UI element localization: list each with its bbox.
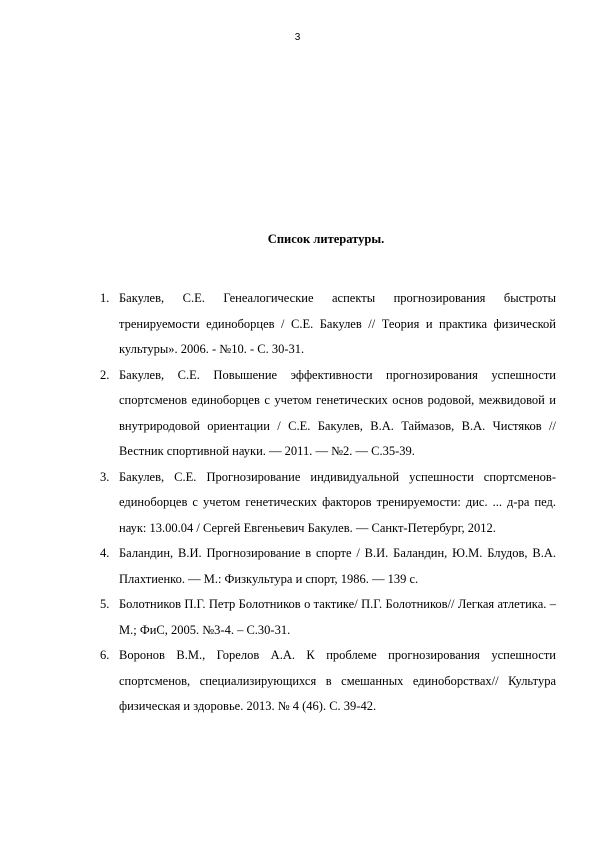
page-title: Список литературы.: [267, 232, 385, 246]
page-number: 3: [294, 32, 301, 43]
reference-item: [96, 286, 556, 363]
reference-item: [96, 363, 556, 465]
reference-item: [96, 541, 556, 592]
reference-text: Болотников П.Г. Петр Болотников о тактике/ П.Г. Болотников// Легкая атлетика. – М.; ФиС, 2005. №3-4. – С.30-31.: [119, 597, 556, 637]
reference-number: 4.: [100, 546, 110, 560]
reference-number: 6.: [100, 648, 110, 662]
reference-list: [96, 286, 556, 720]
reference-item: [96, 592, 556, 643]
reference-text: Бакулев, С.Е. Повышение эффективности прогнозирования успешности спортсменов единоборцев с учетом генетических основ родовой, межвидовой и внутриродовой ориентации / С.Е. Бакулев, В.А. Таймазов, В.А. Чистяков // Вестник спортивной науки. — 2011. — №2. — С.35-39.: [119, 367, 556, 458]
reference-number: 5.: [100, 597, 110, 611]
reference-number: 3.: [100, 469, 110, 484]
reference-text: Баландин, В.И. Прогнозирование в спорте / В.И. Баландин, Ю.М. Блудов, В.А. Плахтиенко. — М.: Физкультура и спорт, 1986. — 139 с.: [119, 546, 556, 586]
reference-item: [96, 465, 556, 542]
reference-text: Бакулев, С.Е. Генеалогические аспекты прогнозирования быстроты тренируемости единоборцев / С.Е. Бакулев // Теория и практика физической культуры». 2006. - №10. - С. 30-31.: [119, 291, 556, 356]
reference-number: 1.: [100, 291, 110, 305]
reference-number: 2.: [100, 367, 110, 382]
reference-text: Воронов В.М., Горелов А.А. К проблеме прогнозирования успешности спортсменов, специализирующихся в смешанных единоборствах// Культура физическая и здоровье. 2013. № 4 (46). С. 39-42.: [119, 648, 556, 713]
reference-item: [96, 643, 556, 720]
reference-text: Бакулев, С.Е. Прогнозирование индивидуальной успешности спортсменов-единоборцев с учетом генетических факторов тренируемости: дис. ... д-ра пед. наук: 13.00.04 / Сергей Евгеньевич Бакулев. — Санкт-Петербург, 2012.: [119, 469, 556, 535]
